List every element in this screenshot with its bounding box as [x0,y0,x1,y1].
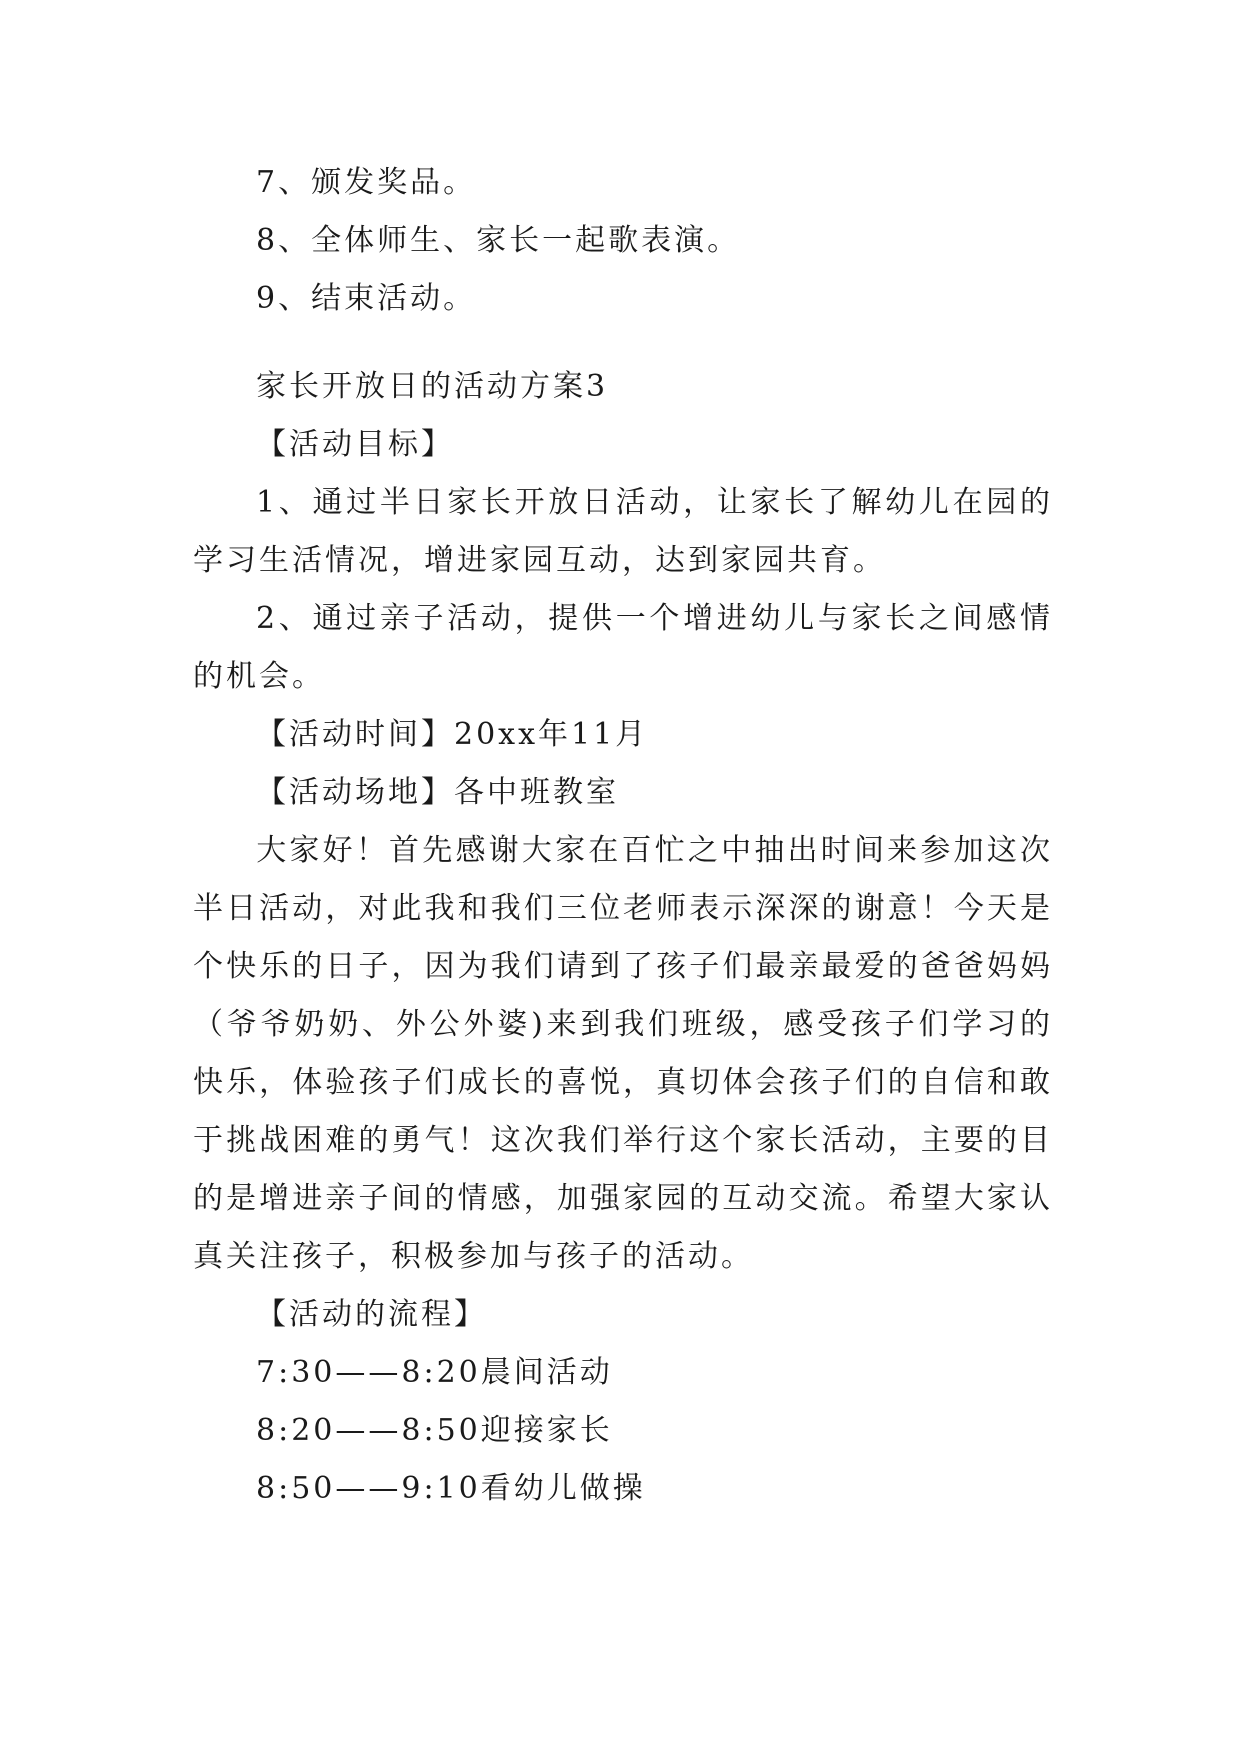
section-spacer [193,328,1053,358]
flow-item-2: 8:20——8:50迎接家长 [256,1413,613,1448]
speech-paragraph [193,822,1053,1286]
list-item-9: 9、结束活动。 [256,281,477,316]
activity-venue: 【活动场地】各中班教室 [256,775,619,810]
flow-item-3: 8:50——9:10看幼儿做操 [256,1471,646,1506]
flow-item-1: 7:30——8:20晨间活动 [256,1355,613,1390]
section-title: 家长开放日的活动方案3 [256,369,609,404]
goal-paragraph-1-text: 1、通过半日家长开放日活动，让家长了解幼儿在园的学习生活情况，增进家园互动，达到家园共育。 [193,485,1053,578]
list-item-7: 7、颁发奖品。 [256,165,477,200]
activity-time: 【活动时间】20xx年11月 [256,717,649,752]
speech-paragraph-text: 大家好！首先感谢大家在百忙之中抽出时间来参加这次半日活动，对此我和我们三位老师表示深深的谢意！今天是个快乐的日子，因为我们请到了孩子们最亲最爱的爸爸妈妈（爷爷奶奶、外公外婆)来到我们班级，感受孩子们学习的快乐，体验孩子们成长的喜悦，真切体会孩子们的自信和敢于挑战困难的勇气！这次我们举行这个家长活动，主要的目的是增进亲子间的情感，加强家园的互动交流。希望大家认真关注孩子，积极参加与孩子的活动。 [193,833,1053,1274]
goal-paragraph-1 [193,474,1053,590]
goal-heading: 【活动目标】 [256,427,454,462]
flow-heading: 【活动的流程】 [256,1297,487,1332]
list-item-8: 8、全体师生、家长一起歌表演。 [256,223,741,258]
document-body [193,154,1053,1518]
goal-paragraph-2 [193,590,1053,706]
goal-paragraph-2-text: 2、通过亲子活动，提供一个增进幼儿与家长之间感情的机会。 [193,601,1053,694]
